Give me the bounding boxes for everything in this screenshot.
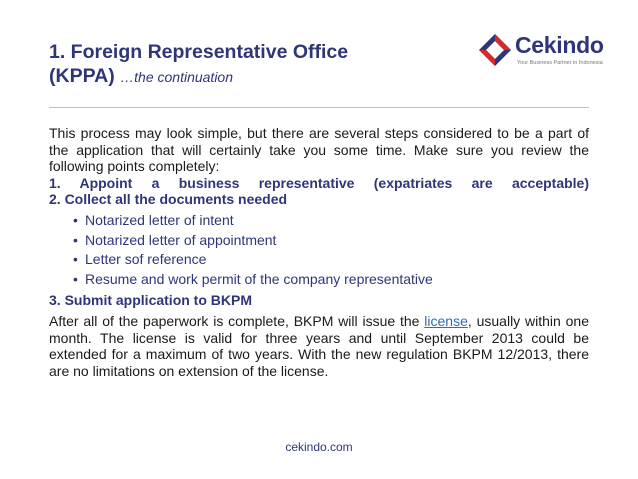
step-2-heading: 2. Collect all the documents needed (49, 191, 288, 208)
list-item: • Notarized letter of appointment (49, 231, 589, 251)
logo-tagline: Your Business Partner in Indonesia (517, 60, 603, 66)
list-item: • Letter sof reference (49, 250, 589, 270)
title-kppa: (KPPA) (49, 65, 115, 87)
intro-paragraph: This process may look simple, but there are several steps considered to be a part of the application that will certainly take you some time. Make sure you review the following points completely: (49, 125, 589, 175)
slide-body (49, 125, 589, 379)
footer-site[interactable]: cekindo.com (285, 440, 353, 454)
step-1-heading: 1. Appoint a business representative (expatriates are acceptable) (49, 174, 589, 191)
slide-title (49, 40, 469, 89)
list-item: • Resume and work permit of the company representative (49, 270, 589, 290)
cekindo-logo-icon (477, 32, 513, 68)
title-continuation: …the continuation (120, 69, 233, 85)
title-line-1: 1. Foreign Representative Office (49, 41, 349, 63)
closing-paragraph: After all of the paperwork is complete, BKPM will issue the license, usually within one month. The license is valid for three years and until September 2013 could be extended for a maximum of two years. With the new regulation BKPM 12/2013, there are no limitations on extension of the license. (49, 312, 589, 379)
bullet-icon: • (73, 270, 78, 287)
title-divider (49, 107, 589, 108)
list-item: • Notarized letter of intent (49, 211, 589, 231)
license-link[interactable]: license (424, 312, 468, 329)
logo-wordmark: Cekindo (515, 32, 604, 58)
step-3-heading: 3. Submit application to BKPM (49, 292, 253, 309)
bullet-icon: • (73, 231, 78, 248)
title-line-2 (49, 64, 469, 89)
documents-list (49, 211, 589, 289)
cekindo-logo (477, 28, 627, 72)
bullet-icon: • (73, 211, 78, 228)
bullet-icon: • (73, 251, 78, 268)
